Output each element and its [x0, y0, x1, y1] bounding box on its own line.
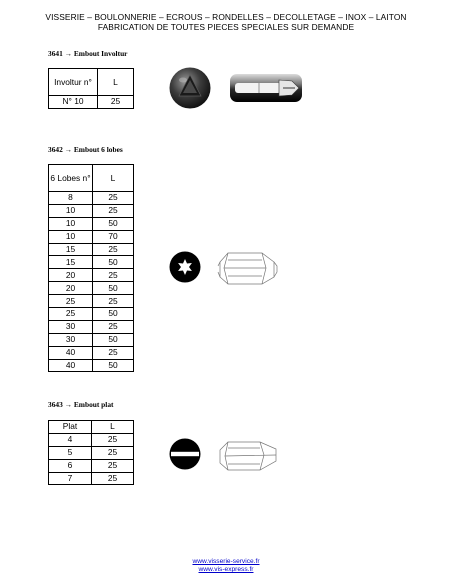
table-cell: 30	[49, 333, 93, 346]
table-row	[49, 230, 134, 243]
table-cell: 25	[92, 446, 134, 459]
table-row	[49, 96, 134, 109]
column-header: L	[93, 165, 134, 192]
section-title-plat: 3643 → Embout plat	[48, 400, 114, 409]
table-cell: 25	[93, 320, 134, 333]
table-cell: 25	[92, 459, 134, 472]
table-involtur	[48, 68, 134, 109]
header-line-2: FABRICATION DE TOUTES PIECES SPECIALES SUR DEMANDE	[97, 22, 355, 32]
table-cell: 25	[93, 192, 134, 205]
table-cell: 25	[92, 433, 134, 446]
column-header: Involtur n°	[49, 69, 98, 96]
torx-bit-side-image	[216, 250, 278, 286]
table-cell: 10	[49, 204, 93, 217]
slotted-bit-side-image	[216, 439, 278, 473]
table-cell: 8	[49, 192, 93, 205]
table-cell: 50	[93, 256, 134, 269]
footer-link-visserie-service[interactable]: www.visserie-service.fr	[192, 558, 260, 565]
table-cell: 25	[93, 204, 134, 217]
table-row	[49, 346, 134, 359]
footer-link-vis-express[interactable]: www.vis-express.fr	[198, 566, 254, 573]
table-cell: 25	[93, 243, 134, 256]
column-header: 6 Lobes n°	[49, 165, 93, 192]
table-cell: 25	[93, 346, 134, 359]
torx-end-view-image	[169, 251, 201, 283]
table-plat	[48, 420, 134, 485]
column-header: Plat	[49, 421, 92, 434]
table-cell: 15	[49, 243, 93, 256]
table-row	[49, 446, 134, 459]
column-header: L	[98, 69, 134, 96]
table-cell: 20	[49, 269, 93, 282]
table-row	[49, 320, 134, 333]
table-cell: 15	[49, 256, 93, 269]
table-cell: 5	[49, 446, 92, 459]
table-cell: 10	[49, 230, 93, 243]
table-cell: 25	[93, 295, 134, 308]
footer-link-2-wrap	[0, 565, 452, 574]
table-header-row	[49, 165, 134, 192]
table-cell: 40	[49, 359, 93, 372]
table-cell: 25	[93, 269, 134, 282]
table-header-row	[49, 69, 134, 96]
table-cell: 50	[93, 333, 134, 346]
column-header: L	[92, 421, 134, 434]
table-cell: 10	[49, 217, 93, 230]
involtur-bit-side-image	[229, 73, 303, 103]
table-6-lobes	[48, 164, 134, 372]
involtur-end-view-image	[168, 66, 212, 110]
table-row	[49, 282, 134, 295]
header-line-1: VISSERIE – BOULONNERIE – ECROUS – RONDELLES – DECOLLETAGE – INOX – LAITON	[45, 12, 407, 22]
table-cell: 70	[93, 230, 134, 243]
table-cell: 50	[93, 359, 134, 372]
table-row	[49, 243, 134, 256]
slotted-end-view-image	[169, 438, 201, 470]
table-row	[49, 433, 134, 446]
section-title-6-lobes: 3642 → Embout 6 lobes	[48, 145, 123, 154]
table-row	[49, 295, 134, 308]
table-row	[49, 192, 134, 205]
table-row	[49, 256, 134, 269]
table-header-row	[49, 421, 134, 434]
table-cell: 20	[49, 282, 93, 295]
table-cell: 25	[49, 308, 93, 321]
table-cell: 25	[92, 472, 134, 485]
table-row	[49, 204, 134, 217]
table-row	[49, 459, 134, 472]
table-row	[49, 308, 134, 321]
table-cell: 7	[49, 472, 92, 485]
section-title-involtur: 3641 → Embout Involtur	[48, 49, 128, 58]
table-cell: 50	[93, 308, 134, 321]
table-row	[49, 269, 134, 282]
table-row	[49, 359, 134, 372]
table-cell: 25	[49, 295, 93, 308]
table-cell: 25	[98, 96, 134, 109]
table-cell: 40	[49, 346, 93, 359]
table-cell: 6	[49, 459, 92, 472]
table-cell: N° 10	[49, 96, 98, 109]
table-row	[49, 333, 134, 346]
table-cell: 4	[49, 433, 92, 446]
table-cell: 30	[49, 320, 93, 333]
table-row	[49, 472, 134, 485]
table-row	[49, 217, 134, 230]
table-cell: 50	[93, 217, 134, 230]
table-cell: 50	[93, 282, 134, 295]
